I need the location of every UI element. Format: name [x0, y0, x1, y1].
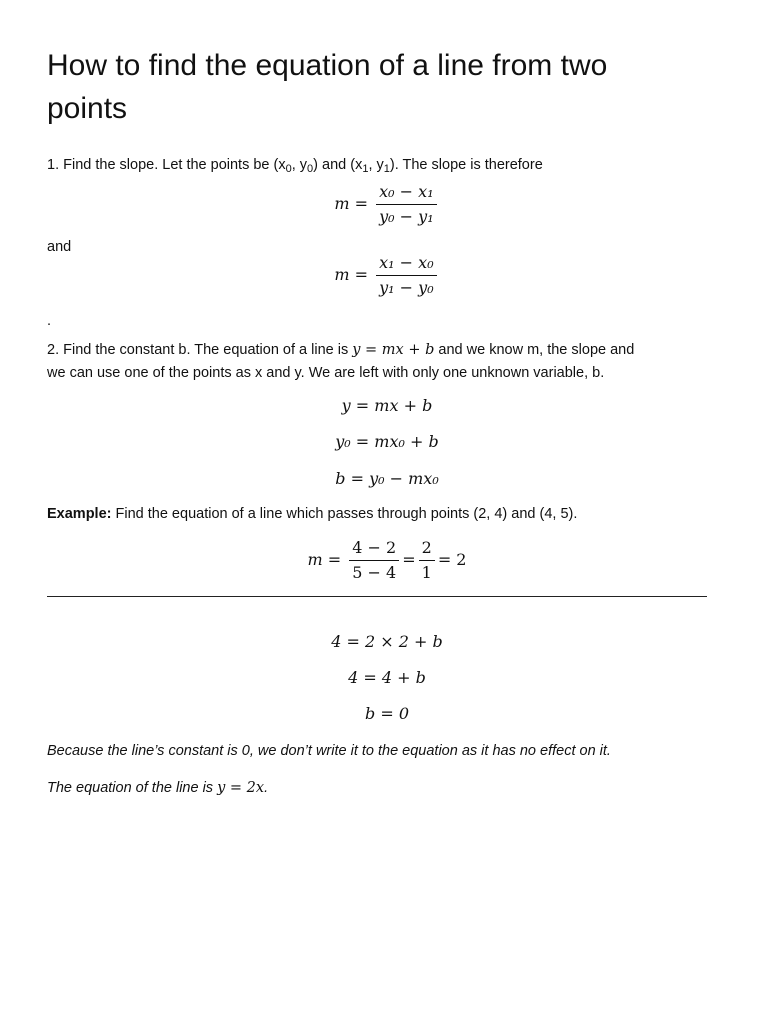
equation-point: y₀ = mx₀ + b — [335, 432, 439, 451]
subscript: 1 — [362, 163, 369, 175]
conclusion-text: The equation of the line is — [47, 780, 218, 796]
y0-symbol: y — [299, 157, 308, 173]
fraction-numerator: x₀ − x₁ — [376, 182, 436, 205]
and-word: and — [47, 239, 72, 255]
inline-equation: y = 2x — [217, 780, 265, 796]
step-1-paragraph — [47, 154, 543, 181]
example-slope-formula — [47, 538, 727, 583]
x1-symbol: x — [355, 157, 363, 173]
fraction-numerator: 4 − 2 — [349, 538, 399, 561]
formula-lhs: m = — [334, 194, 369, 213]
step-2-line-1 — [47, 339, 634, 362]
inline-equation: y = mx + b — [352, 342, 435, 358]
equals-sign: = — [402, 550, 416, 569]
formula-rhs: = 2 — [437, 550, 467, 569]
slope-formula-2 — [47, 253, 727, 298]
conclusion-end: . — [264, 780, 269, 796]
fraction-denominator: 1 — [421, 563, 432, 582]
step-1-text: ) and ( — [313, 157, 356, 173]
step-2-line-2: we can use one of the points as x and y. We are left with only one unknown variable, b. — [47, 365, 605, 381]
fraction-denominator: 5 − 4 — [352, 563, 397, 582]
subscript: 0 — [285, 163, 292, 175]
equation-b: b = y₀ − mx₀ — [335, 469, 439, 488]
y1-symbol: y — [376, 157, 384, 173]
formula-lhs: m = — [334, 265, 369, 284]
fraction-denominator: y₀ − y₁ — [379, 207, 434, 226]
subscript: 1 — [383, 163, 390, 175]
conclusion-paragraph — [47, 777, 268, 800]
comma: , — [368, 157, 377, 173]
example-equation-2: 4 = 4 + b — [348, 668, 426, 687]
example-paragraph — [47, 503, 577, 526]
comma: , — [291, 157, 300, 173]
slope-formula-1 — [47, 182, 727, 227]
horizontal-rule — [47, 596, 707, 597]
step-2-text: and we know m, the slope and — [434, 342, 635, 358]
step-2-text: 2. Find the constant b. The equation of a line is — [47, 342, 353, 358]
fraction — [419, 538, 435, 583]
fraction — [376, 253, 436, 298]
subscript: 0 — [307, 163, 314, 175]
example-label: Example: — [47, 506, 112, 522]
page-title: How to find the equation of a line from two points — [47, 49, 608, 125]
equation-general: y = mx + b — [341, 396, 433, 415]
formula-lhs: m = — [307, 550, 342, 569]
fraction-numerator: 2 — [419, 538, 435, 561]
example-equation-1: 4 = 2 × 2 + b — [331, 632, 443, 651]
fraction — [349, 538, 399, 583]
x0-symbol: x — [278, 157, 286, 173]
step-1-text: ). The slope is therefore — [389, 157, 543, 173]
example-equation-3: b = 0 — [365, 704, 409, 723]
step-1-text: 1. Find the slope. Let the points be ( — [47, 157, 279, 173]
example-text: Find the equation of a line which passes through points (2, 4) and (4, 5). — [111, 506, 578, 522]
fraction-numerator: x₁ − x₀ — [376, 253, 436, 276]
fraction — [376, 182, 436, 227]
note-paragraph: Because the line’s constant is 0, we don’t write it to the equation as it has no effect on it. — [47, 743, 611, 759]
dot-mark: . — [47, 313, 52, 329]
fraction-denominator: y₁ − y₀ — [379, 278, 434, 297]
